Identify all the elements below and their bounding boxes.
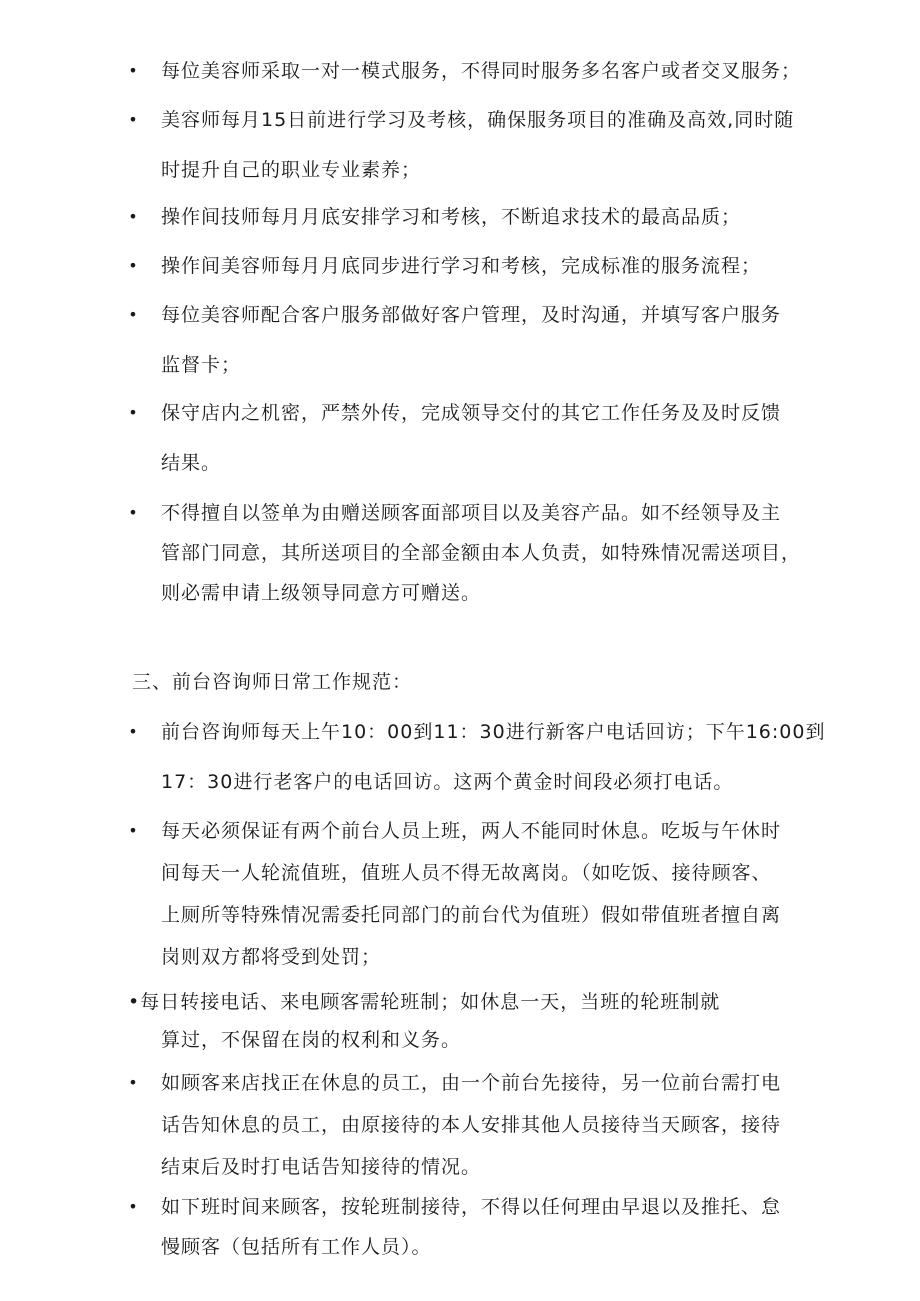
list-item — [161, 61, 801, 81]
list-item — [161, 722, 825, 792]
list-item — [161, 821, 781, 967]
list-item — [161, 256, 761, 276]
text-line: 每位美容师配合客户服务部做好客户管理，及时沟通，并填写客户服务 — [161, 304, 782, 326]
text-line: 如顾客来店找正在休息的员工，由一个前台先接待，另一位前台需打电 — [161, 1072, 782, 1094]
text-line: 每天必须保证有两个前台人员上班，两人不能同时休息。吃坂与午休时 — [161, 820, 782, 842]
text-line: 上厕所等特殊情况需委托同部门的前台代为值班）假如带值班者擅自离 — [161, 904, 782, 926]
text-line: 话告知休息的员工，由原接待的本人安排其他人员接待当天顾客，接待 — [161, 1114, 782, 1136]
bullet-marker: • — [128, 256, 138, 275]
text-line: 保守店内之机密，严禁外传，完成领导交付的其它工作任务及及时反馈 — [161, 402, 782, 424]
text-line: 间每天一人轮流值班，值班人员不得无故离岗。（如吃饭、接待顾客、 — [161, 862, 772, 884]
bullet-marker: • — [128, 61, 138, 80]
bullet-marker: • — [128, 821, 138, 840]
list-item — [161, 1073, 781, 1177]
text-line: 结束后及时打电话告知接待的情况。 — [161, 1156, 482, 1178]
text-line: 17：30进行老客户的电话回访。这两个黄金时间段必须打电话。 — [161, 771, 734, 793]
text-line: 监督卡； — [161, 354, 242, 376]
list-item — [161, 1197, 781, 1257]
text-line: 不得擅自以签单为由赠送顾客面部项目以及美容产品。如不经领导及主 — [161, 502, 782, 524]
text-line: 操作间技师每月月底安排学习和考核，不断追求技术的最高品质； — [161, 206, 742, 228]
text-line: 结果。 — [161, 452, 222, 474]
text-line: 每位美容师采取一对一模式服务，不得同时服务多名客户或者交叉服务； — [161, 60, 802, 82]
text-line: 美容师每月15日前进行学习及考核，确保服务项目的准确及高效,同时随 — [161, 109, 795, 131]
bullet-marker: • — [128, 305, 138, 324]
text-line: 算过，不保留在岗的权利和义务。 — [161, 1029, 462, 1051]
text-line: 慢顾客（包括所有工作人员）。 — [161, 1236, 432, 1258]
bullet-marker: • — [128, 110, 138, 129]
bullet-marker: • — [128, 1197, 138, 1216]
section-heading: 三、前台咨询师日常工作规范： — [132, 671, 413, 693]
list-item — [128, 992, 720, 1050]
list-item — [161, 305, 781, 375]
bullet-marker: • — [128, 722, 138, 741]
text-line: 管部门同意，其所送项目的全部金额由本人负责，如特殊情况需送项目， — [161, 542, 802, 564]
list-item — [161, 403, 781, 473]
list-item — [161, 110, 794, 180]
bullet-marker: • — [128, 207, 138, 226]
text-line: •每日转接电话、来电顾客需轮班制；如休息一天，当班的轮班制就 — [128, 991, 721, 1013]
text-line: 如下班时间来顾客，按轮班制接待，不得以任何理由早退以及推托、怠 — [161, 1196, 782, 1218]
bullet-marker: • — [128, 403, 138, 422]
text-line: 岗则双方都将受到处罚； — [161, 946, 382, 968]
list-item — [161, 207, 741, 227]
text-line: 操作间美容师每月月底同步进行学习和考核，完成标准的服务流程； — [161, 255, 762, 277]
text-line: 则必需申请上级领导同意方可赠送。 — [161, 582, 482, 604]
bullet-marker: • — [128, 1073, 138, 1092]
text-line: 前台咨询师每天上午10：00到11：30进行新客户电话回访；下午16:00到 — [161, 721, 826, 743]
text-line: 时提升自己的职业专业素养； — [161, 159, 422, 181]
bullet-marker: • — [128, 503, 138, 522]
list-item — [161, 503, 801, 603]
